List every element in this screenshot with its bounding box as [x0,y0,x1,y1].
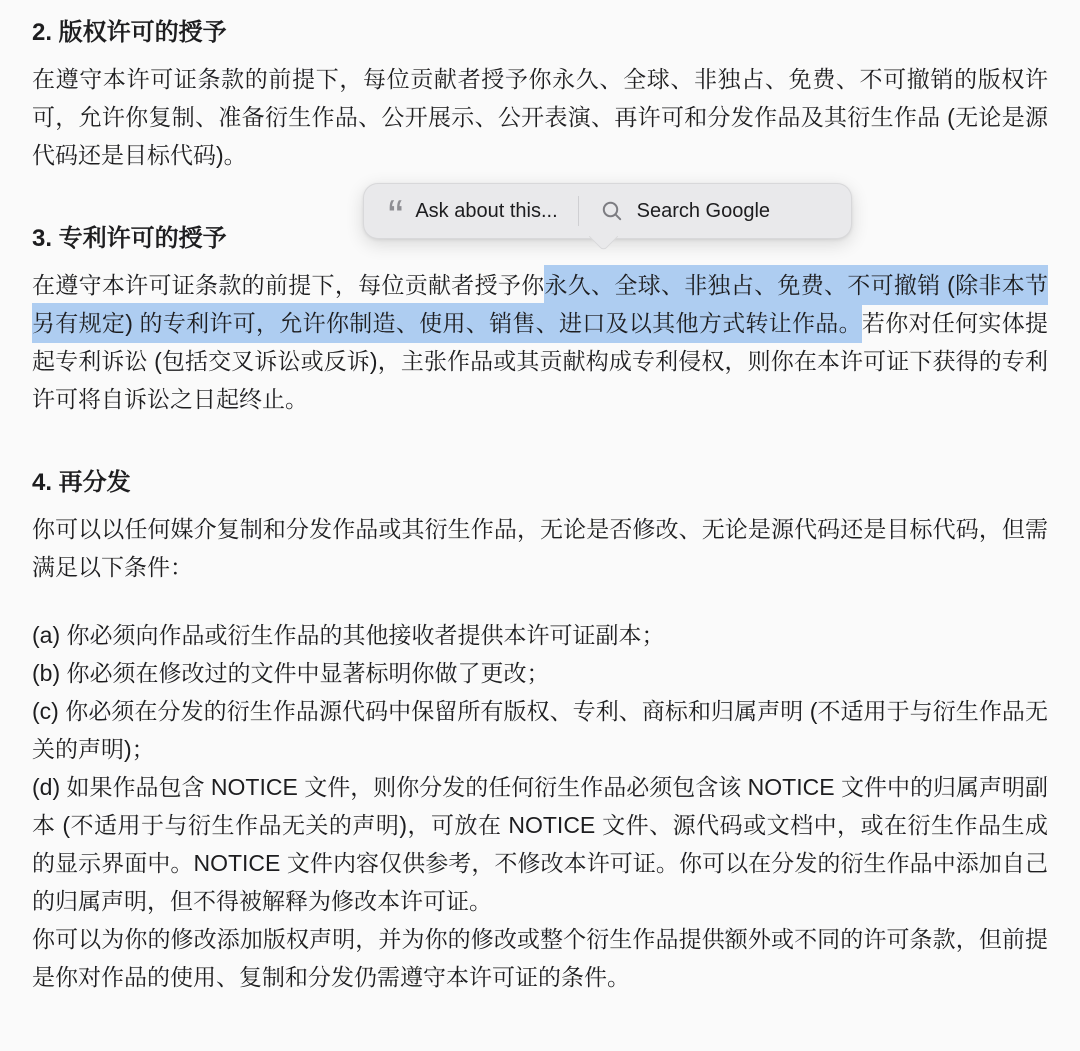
selection-toolbar [363,183,852,242]
copyright-grant-paragraph: 在遵守本许可证条款的前提下，每位贡献者授予你永久、全球、非独占、免费、不可撤销的版权许可，允许你复制、准备衍生作品、公开展示、公开表演、再许可和分发作品及其衍生作品 (无论是源代码还是目标代码)。 [32,66,1048,168]
condition-item-a: (a) 你必须向作品或衍生作品的其他接收者提供本许可证副本； [32,622,665,648]
section-heading-copyright: 2. 版权许可的授予 [32,19,227,46]
redistribution-intro-paragraph: 你可以以任何媒介复制和分发作品或其衍生作品，无论是否修改、无论是源代码还是目标代码，但需满足以下条件： [32,516,1048,580]
selected-text[interactable]: 永久、全球、非独占、免费、不可撤销 (除非本节另有规定) 的专利许可，允许你制造、使用、销售、进口及以其他方式转让作品。 [32,265,1048,343]
section-copyright-grant [32,16,1048,174]
ask-about-this-button[interactable] [388,190,558,242]
section-heading-redistribution: 4. 再分发 [32,469,131,496]
condition-item-b: (b) 你必须在修改过的文件中显著标明你做了更改； [32,660,550,686]
ask-about-this-label: Ask about this... [415,199,558,222]
condition-item-d: (d) 如果作品包含 NOTICE 文件，则你分发的任何衍生作品必须包含该 NOTICE 文件中的归属声明副本 (不适用于与衍生作品无关的声明)，可放在 NOTICE 文件、源代码或文档中，或在衍生作品生成的显示界面中。NOTICE 文件内容仅供参考，不修改本许可证。你可以在分发的衍生作品中添加自己的归属声明，但不得被解释为修改本许可证。 [32,774,1048,914]
search-google-button[interactable] [601,200,770,223]
condition-item-c: (c) 你必须在分发的衍生作品源代码中保留所有版权、专利、商标和归属声明 (不适用于与衍生作品无关的声明)； [32,698,1048,762]
patent-grant-paragraph [32,266,1048,418]
redistribution-closing-paragraph: 你可以为你的修改添加版权声明，并为你的修改或整个衍生作品提供额外或不同的许可条款，但前提是你对作品的使用、复制和分发仍需遵守本许可证的条件。 [32,926,1048,990]
quote-icon: “ [388,190,402,242]
patent-text-after-selection: 若你对任何实体提起专利诉讼 (包括交叉诉讼或反诉)，主张作品或其贡献构成专利侵权，则你在本许可证下获得的专利许可将自诉讼之日起终止。 [32,310,1048,412]
section-redistribution [32,466,1048,996]
toolbar-divider [578,196,579,226]
conditions-list [32,616,1048,920]
search-icon [601,200,623,222]
search-google-label: Search Google [636,199,771,222]
section-heading-patent: 3. 专利许可的授予 [32,225,227,252]
patent-text-before-selection: 在遵守本许可证条款的前提下，每位贡献者授予你 [32,272,545,298]
section-patent-grant [32,222,1048,418]
